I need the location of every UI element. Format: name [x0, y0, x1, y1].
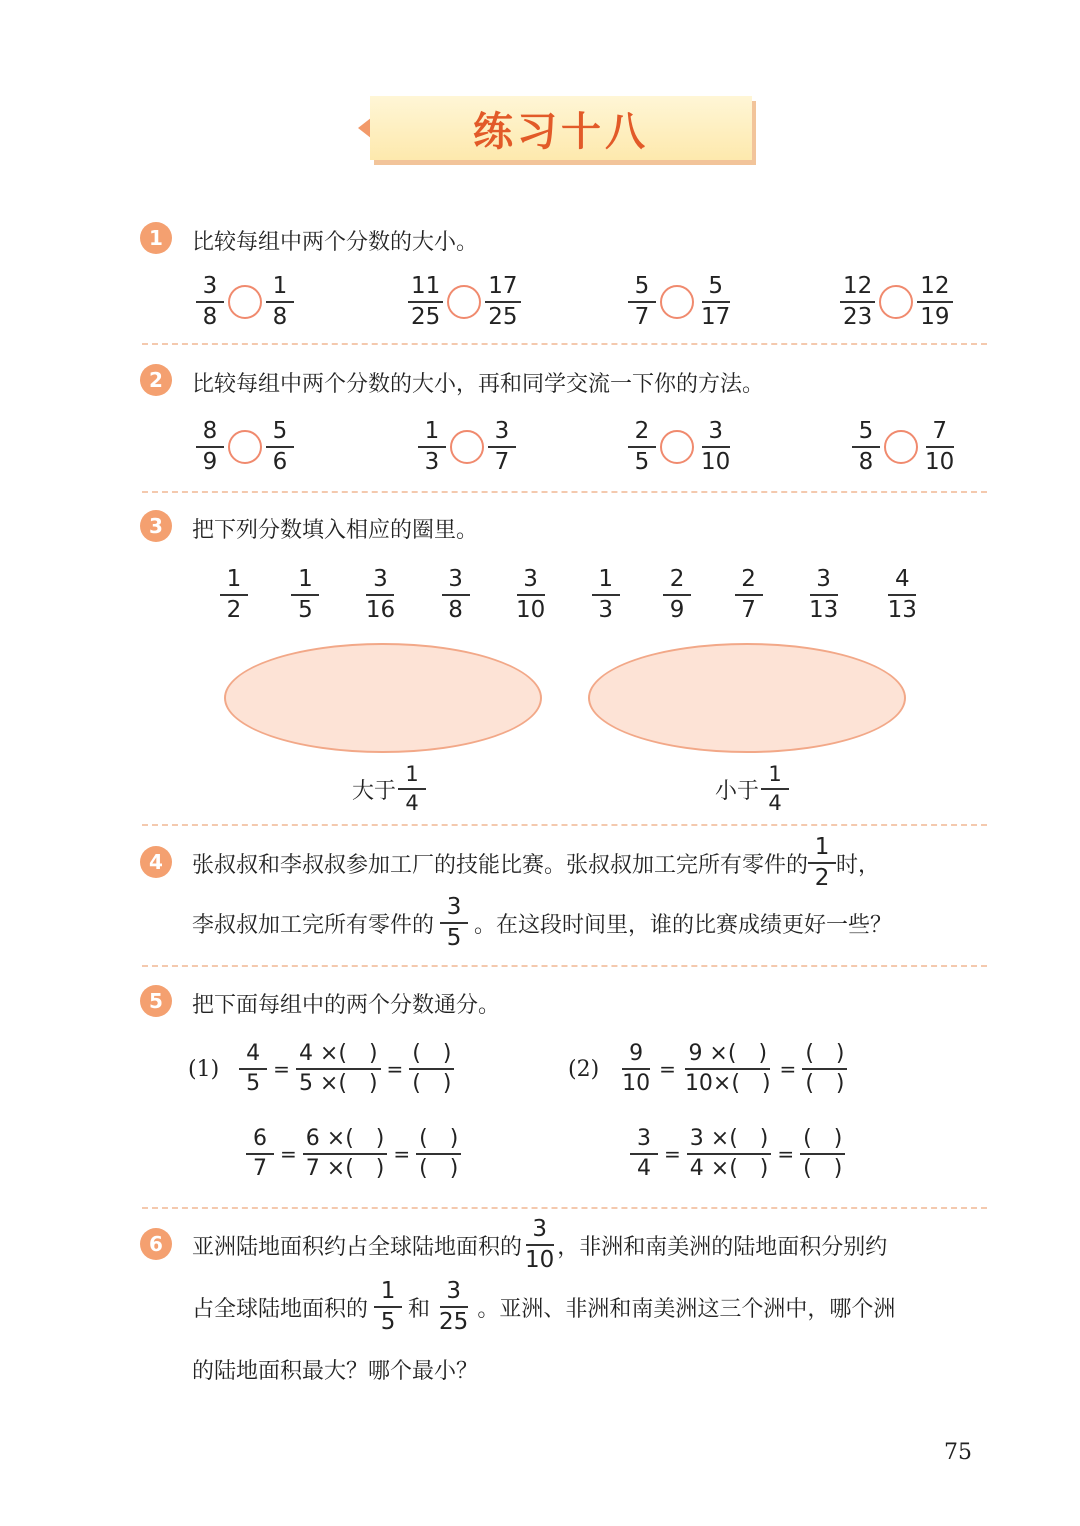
fraction: $\frac{1}{8}$ — [266, 275, 294, 329]
greater-than-quarter-circle[interactable] — [224, 643, 542, 753]
question-6-line-3: 的陆地面积最大？哪个最小？ — [192, 1359, 479, 1384]
fraction: $\frac{3}{13}$ — [808, 566, 839, 623]
fraction-list — [220, 568, 920, 622]
q2-pair-2 — [418, 420, 516, 474]
question-3-text: 把下列分数填入相应的圈里。 — [192, 518, 479, 543]
divider — [142, 965, 987, 967]
fraction: $\frac{3}{8}$ — [196, 275, 224, 329]
question-2-badge: 2 — [140, 364, 172, 396]
fraction: $\frac{17}{25}$ — [485, 275, 520, 329]
fraction: $\frac{7}{10}$ — [925, 418, 955, 475]
fraction: $\frac{12}{19}$ — [917, 275, 952, 329]
fraction: $\frac{5}{7}$ — [628, 275, 656, 329]
fraction: $\frac{1}{3}$ — [418, 420, 446, 474]
q1-pair-2 — [408, 275, 521, 329]
fraction: $\frac{8}{9}$ — [196, 420, 224, 474]
fraction: $\frac{12}{23}$ — [840, 275, 875, 329]
question-4-line-1: 张叔叔和李叔叔参加工厂的技能比赛。张叔叔加工完所有零件的 $\frac{1}{2}$ 时， — [192, 834, 881, 891]
divider — [142, 343, 987, 345]
fraction: $\frac{3}{8}$ — [442, 568, 470, 622]
question-6-line-2: 占全球陆地面积的 $\frac{1}{5}$ 和 $\frac{3}{25}$ 。亚洲、非洲和南美洲这三个洲中，哪个洲 — [192, 1278, 896, 1335]
question-5-badge: 5 — [140, 985, 172, 1017]
answer-blank[interactable]: $\frac{( )}{( )}$ — [409, 1043, 454, 1095]
fraction: $\frac{1}{2}$ — [808, 836, 836, 890]
fraction: $\frac{2}{7}$ — [735, 568, 763, 622]
fraction: $\frac{1}{4}$ — [398, 764, 426, 814]
compare-circle[interactable] — [228, 285, 262, 319]
fraction: $\frac{1}{3}$ — [592, 568, 620, 622]
answer-blank[interactable]: $\frac{( )}{( )}$ — [802, 1043, 847, 1095]
q2-pair-3 — [628, 420, 733, 474]
fraction: $\frac{3}{5}$ — [440, 896, 468, 950]
question-5-text: 把下面每组中的两个分数通分。 — [192, 993, 501, 1018]
greater-than-label: 大于 $\frac{1}{4}$ — [352, 764, 426, 814]
divider — [142, 824, 987, 826]
compare-circle[interactable] — [884, 430, 918, 464]
question-6-line-1: 亚洲陆地面积约占全球陆地面积的 $\frac{3}{10}$ ，非洲和南美洲的陆地面积分别约 — [192, 1216, 888, 1273]
question-2-text: 比较每组中两个分数的大小，再和同学交流一下你的方法。 — [192, 372, 765, 397]
fraction: $\frac{11}{25}$ — [408, 275, 443, 329]
q1-pair-1 — [196, 275, 294, 329]
compare-circle[interactable] — [879, 285, 913, 319]
fraction: $\frac{1}{5}$ — [374, 1280, 402, 1334]
fraction: $\frac{5}{6}$ — [266, 420, 294, 474]
divider — [142, 491, 987, 493]
answer-blank[interactable]: $\frac{( )}{( )}$ — [800, 1128, 845, 1180]
fraction: $\frac{3}{16}$ — [365, 566, 396, 623]
fraction: $\frac{1}{4}$ — [761, 764, 789, 814]
fraction: $\frac{2}{5}$ — [628, 420, 656, 474]
page-number: 75 — [944, 1440, 972, 1465]
answer-blank[interactable]: $\frac{( )}{( )}$ — [416, 1128, 461, 1180]
question-1-badge: 1 — [140, 222, 172, 254]
fraction: $\frac{5}{17}$ — [701, 273, 731, 330]
compare-circle[interactable] — [447, 285, 481, 319]
q5-equation-3: $\frac{6}{7}$ = $\frac{6 \times( )}{7 \times( )}$ = $\frac{( )}{( )}$ — [246, 1128, 461, 1180]
q2-pair-1 — [196, 420, 294, 474]
fraction: $\frac{3}{25}$ — [439, 1278, 469, 1335]
divider — [142, 1207, 987, 1209]
fraction: $\frac{1}{5}$ — [291, 568, 319, 622]
page-title: 练习十八 — [473, 108, 649, 155]
compare-circle[interactable] — [228, 430, 262, 464]
less-than-quarter-circle[interactable] — [588, 643, 906, 753]
q5-equation-2: (2) $\frac{9}{10}$ = $\frac{9 \times( )}{10\times( )}$ = $\frac{( )}{( )}$ — [568, 1043, 847, 1095]
question-6-badge: 6 — [140, 1228, 172, 1260]
fraction: $\frac{4}{13}$ — [887, 566, 917, 623]
q1-pair-3 — [628, 275, 733, 329]
q1-pair-4 — [840, 275, 953, 329]
question-4-badge: 4 — [140, 846, 172, 878]
fraction: $\frac{1}{2}$ — [220, 568, 248, 622]
question-1-text: 比较每组中两个分数的大小。 — [192, 230, 479, 255]
less-than-label: 小于 $\frac{1}{4}$ — [715, 764, 789, 814]
fraction: $\frac{2}{9}$ — [663, 568, 691, 622]
q5-equation-1: (1) $\frac{4}{5}$ = $\frac{4 \times( )}{5 \times( )}$ = $\frac{( )}{( )}$ — [188, 1043, 454, 1095]
compare-circle[interactable] — [660, 430, 694, 464]
compare-circle[interactable] — [660, 285, 694, 319]
q2-pair-4 — [852, 420, 957, 474]
q5-equation-4: $\frac{3}{4}$ = $\frac{3 \times( )}{4 \times( )}$ = $\frac{( )}{( )}$ — [630, 1128, 845, 1180]
fraction: $\frac{5}{8}$ — [852, 420, 880, 474]
question-4-line-2: 李叔叔加工完所有零件的 $\frac{3}{5}$ 。在这段时间里，谁的比赛成绩更好一些？ — [192, 894, 893, 951]
question-3-badge: 3 — [140, 510, 172, 542]
compare-circle[interactable] — [450, 430, 484, 464]
fraction: $\frac{3}{7}$ — [488, 420, 516, 474]
fraction: $\frac{3}{10}$ — [525, 1216, 555, 1273]
fraction: $\frac{3}{10}$ — [515, 566, 546, 623]
fraction: $\frac{3}{10}$ — [701, 418, 731, 475]
